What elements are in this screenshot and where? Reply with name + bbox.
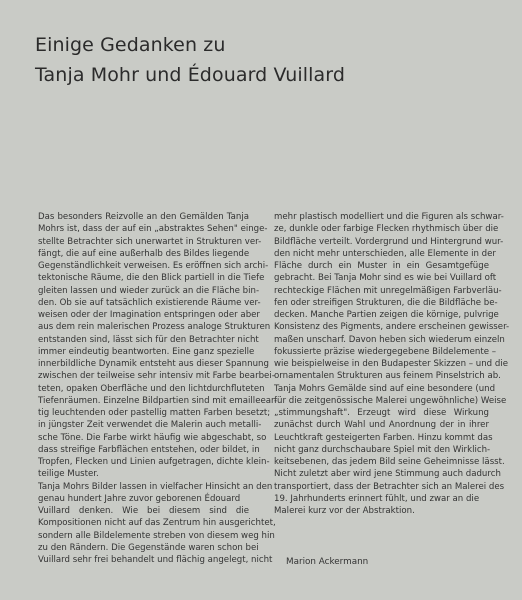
text-line: Bildfläche verteilt. Vordergrund und Hintergrund wur- <box>274 236 504 247</box>
text-line: teilige Muster. <box>38 469 99 480</box>
text-line: den nicht mehr unterschieden, alle Elemente in der <box>274 248 496 259</box>
text-line: ze, dunkle oder farbige Flecken rhythmisch über die <box>274 224 499 235</box>
text-line: fängt, die auf eine außerhalb des Bildes liegende <box>38 248 250 259</box>
text-line: maßen unscharf. Davon heben sich wiederum einzeln <box>274 334 505 345</box>
text-line: sondern alle Bildelemente streben von diesem weg hin <box>38 530 275 541</box>
text-line: für die zeitgenössische Malerei ungewöhnliche) Weise <box>274 395 507 406</box>
title-line-1: Einige Gedanken zu <box>35 34 226 56</box>
text-line: Tanja Mohrs Gemälde sind auf eine besondere (und <box>274 383 496 394</box>
text-line: innerbildliche Dynamik entsteht aus dieser Spannung <box>38 359 269 369</box>
text-line: zunächst durch Wahl und Anordnung der in ihrer <box>274 420 489 431</box>
text-line: Mohrs ist, dass der auf ein „abstraktes Sehen" einge- <box>38 224 268 235</box>
text-line: fen oder streifigen Strukturen, die die Bildfläche be- <box>274 297 498 308</box>
text-line: dass streifige Farbflächen entstehen, oder bildet, in <box>38 444 260 455</box>
text-line: genau hundert Jahre zuvor geborenen Édouard <box>38 493 241 504</box>
text-line: Tanja Mohrs Bilder lassen in vielfacher Hinsicht an den <box>38 481 273 492</box>
text-line: „stimmungshaft". Erzeugt wird diese Wirkung <box>274 408 489 418</box>
text-line: wie beispielweise in den Budapester Skizzen – und die <box>274 359 508 369</box>
text-column-left <box>38 211 278 566</box>
text-line: tig leuchtenden oder pastellig matten Farben besetzt; <box>38 408 271 418</box>
author-signature: Marion Ackermann <box>286 557 369 567</box>
text-line: Nicht zuletzt aber wird jene Stimmung auch dadurch <box>274 469 501 480</box>
text-line: Vuillard denken. Wie bei diesem sind die <box>38 506 249 516</box>
text-line: immer eindeutig beantworten. Eine ganz spezielle <box>38 346 255 357</box>
text-line: zu den Rändern. Die Gegenstände waren schon bei <box>38 542 259 553</box>
text-line: Malerei kurz vor der Abstraktion. <box>274 506 415 516</box>
text-line: Das besonders Reizvolle an den Gemälden Tanja <box>38 212 249 222</box>
page-title <box>35 30 345 90</box>
text-line: decken. Manche Partien zeigen die körnige, pulvrige <box>274 310 499 320</box>
text-line: in jüngster Zeit verwendet die Malerin auch metalli- <box>38 420 262 431</box>
text-line: entstanden sind, lässt sich für den Betrachter nicht <box>38 334 259 345</box>
text-line: Tropfen, Flecken und Linien aufgetragen, dichte klein- <box>38 457 270 467</box>
text-line: gleiten lassen und wieder zurück an die Fläche bin- <box>38 285 260 296</box>
text-line: Tiefenräumen. Einzelne Bildpartien sind mit emailleear- <box>38 395 278 406</box>
text-line: rechteckige Flächen mit unregelmäßigen Farbverläu- <box>274 285 502 296</box>
text-line: Leuchtkraft gesteigerten Farben. Hinzu kommt das <box>274 432 493 443</box>
text-line: den. Ob sie auf tatsächlich existierende Räume ver- <box>38 297 261 308</box>
text-line: sche Töne. Die Farbe wirkt häufig wie abgeschabt, so <box>38 432 267 443</box>
text-line: mehr plastisch modelliert und die Figuren als schwar- <box>274 212 504 222</box>
text-line: tektonische Räume, die den Blick partiell in die Tiefe <box>38 273 265 284</box>
text-line: fokussierte präzise wiedergegebene Bildelemente – <box>274 346 497 357</box>
text-line: 19. Jahrhunderts erinnert fühlt, und zwar an die <box>274 493 480 504</box>
text-column-right <box>274 211 510 517</box>
text-line: Kompositionen nicht auf das Zentrum hin ausgerichtet, <box>38 518 276 529</box>
text-line: aus dem rein malerischen Prozess analoge Strukturen <box>38 322 271 333</box>
text-line: gebracht. Bei Tanja Mohr sind es wie bei Vuillard oft <box>274 273 497 284</box>
text-line: Gegenständlichkeit verweisen. Es eröffnen sich archi- <box>38 261 269 271</box>
text-line: Vuillard sehr frei behandelt und flächig angelegt, nicht <box>38 555 273 565</box>
text-line: ornamentalen Strukturen aus feinem Pinselstrich ab. <box>274 371 501 382</box>
text-line: zwischen der teilweise sehr intensiv mit Farbe bearbei- <box>38 371 275 382</box>
text-line: weisen oder der Imagination entspringen oder aber <box>38 310 260 320</box>
text-line: stellte Betrachter sich unerwartet in Strukturen ver- <box>38 236 262 247</box>
text-line: Fläche durch ein Muster in ein Gesamtgefüge <box>274 261 489 271</box>
text-line: nicht ganz durchschaubare Spiel mit den Wirklich- <box>274 444 491 455</box>
text-line: Konsistenz des Pigments, andere erscheinen gewisser- <box>274 322 510 333</box>
text-line: keitsebenen, das jedem Bild seine Geheimnisse lässt. <box>274 457 505 467</box>
text-line: transportiert, dass der Betrachter sich an Malerei des <box>274 481 505 492</box>
text-line: teten, opaken Oberfläche und den lichtdurchfluteten <box>38 383 265 394</box>
title-line-2: Tanja Mohr und Édouard Vuillard <box>35 64 346 86</box>
